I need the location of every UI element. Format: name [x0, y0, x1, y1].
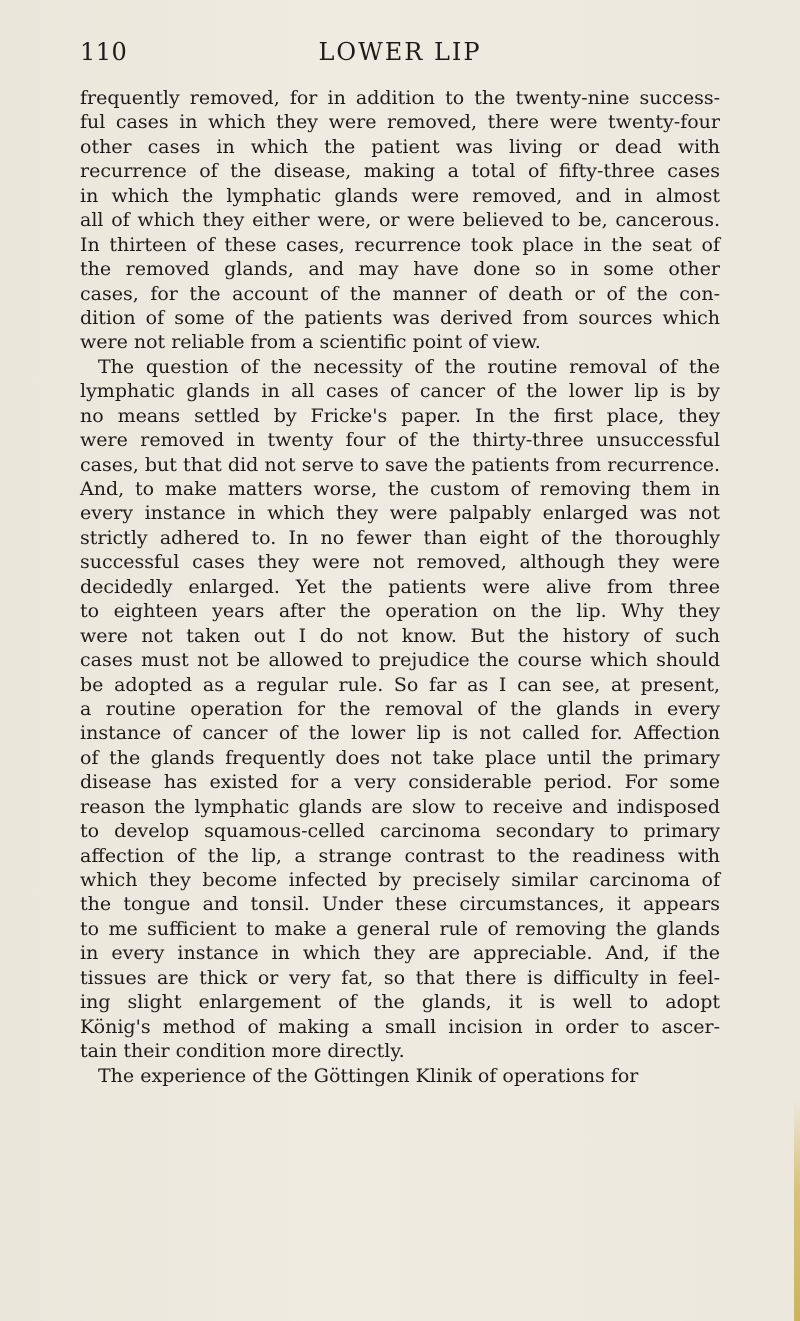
text-line: the removed glands, and may have done so in some other: [80, 258, 720, 281]
text-line: König's method of making a small incision in order to ascer-: [80, 1015, 720, 1038]
text-line: tissues are thick or very fat, so that there is difficulty in feel-: [80, 966, 720, 989]
text-line: other cases in which the patient was living or dead with: [80, 135, 720, 158]
text-line: to me sufficient to make a general rule of removing the glands: [80, 917, 720, 940]
text-line: be adopted as a regular rule. So far as I can see, at present,: [80, 673, 720, 696]
text-line: reason the lymphatic glands are slow to receive and indisposed: [80, 795, 720, 818]
text-line: strictly adhered to. In no fewer than eight of the thoroughly: [80, 526, 720, 549]
text-line: in which the lymphatic glands were removed, and in almost: [80, 184, 720, 207]
text-line: which they become infected by precisely similar carcinoma of: [80, 869, 720, 891]
text-line: to develop squamous-celled carcinoma secondary to primary: [80, 820, 720, 843]
text-line: were not taken out I do not know. But the history of such: [80, 624, 720, 647]
text-line: no means settled by Fricke's paper. In the first place, they: [80, 404, 720, 427]
page-edge-stain: [794, 1100, 800, 1321]
text-line: cases, for the account of the manner of death or of the con-: [80, 282, 720, 305]
text-line: were not reliable from a scientific point of view.: [80, 331, 541, 354]
text-line: cases, but that did not serve to save the patients from recurrence.: [80, 453, 720, 476]
text-line: dition of some of the patients was derived from sources which: [80, 306, 720, 329]
text-line: every instance in which they were palpably enlarged was not: [80, 502, 720, 525]
text-line: instance of cancer of the lower lip is not called for. Affection: [80, 722, 720, 745]
page-header: [80, 38, 720, 72]
text-line: cases must not be allowed to prejudice the course which should: [80, 649, 720, 672]
text-line: of the glands frequently does not take place until the primary: [80, 746, 720, 769]
text-line: were removed in twenty four of the thirty-three unsuccessful: [80, 429, 720, 452]
text-line: successful cases they were not removed, although they were: [80, 551, 720, 574]
text-line: lymphatic glands in all cases of cancer of the lower lip is by: [80, 380, 720, 403]
text-line: In thirteen of these cases, recurrence took place in the seat of: [80, 233, 720, 256]
text-line: the tongue and tonsil. Under these circumstances, it appears: [80, 893, 720, 916]
text-line: disease has existed for a very considerable period. For some: [80, 771, 720, 794]
text-line: ful cases in which they were removed, there were twenty-four: [80, 111, 720, 134]
text-line: all of which they either were, or were believed to be, cancerous.: [80, 209, 720, 232]
text-line: recurrence of the disease, making a total of fifty-three cases: [80, 160, 720, 183]
running-head: LOWER LIP: [318, 38, 482, 66]
text-line: tain their condition more directly.: [80, 1040, 405, 1063]
text-line: frequently removed, for in addition to the twenty-nine success-: [80, 87, 720, 109]
body-text: [80, 86, 720, 1088]
text-line: And, to make matters worse, the custom of removing them in: [80, 478, 720, 500]
text-line: The question of the necessity of the routine removal of the: [98, 355, 720, 378]
text-line: decidedly enlarged. Yet the patients were alive from three: [80, 575, 720, 598]
text-line: affection of the lip, a strange contrast to the readiness with: [80, 844, 720, 867]
text-line: ing slight enlargement of the glands, it is well to adopt: [80, 991, 720, 1014]
text-line: in every instance in which they are appreciable. And, if the: [80, 942, 720, 965]
text-line: The experience of the Göttingen Klinik of operations for: [98, 1064, 639, 1087]
text-line: a routine operation for the removal of the glands in every: [80, 697, 720, 720]
text-line: to eighteen years after the operation on the lip. Why they: [80, 600, 720, 623]
page-number: 110: [80, 38, 128, 66]
